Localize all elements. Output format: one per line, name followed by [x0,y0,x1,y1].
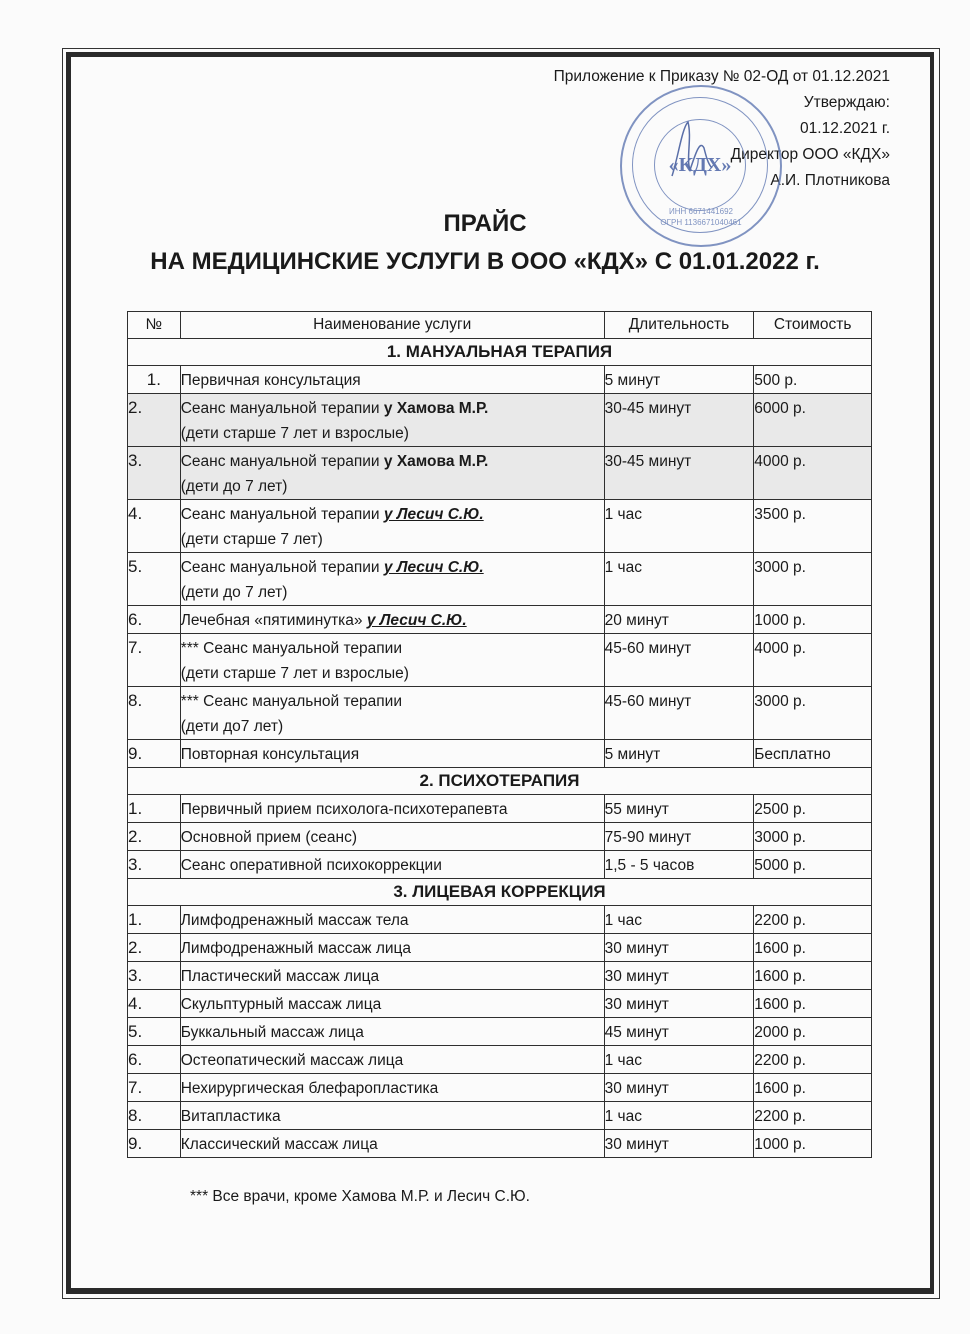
footnote: *** Все врачи, кроме Хамова М.Р. и Лесич С.Ю. [190,1188,530,1205]
table-row: 3. Пластический массаж лица 30 минут 1600 р. [128,962,872,990]
table-row: 2. Лимфодренажный массаж лица 30 минут 1600 р. [128,934,872,962]
doctor-name: у Хамова М.Р. [383,400,489,417]
table-row: 8. *** Сеанс мануальной терапии (дети до7 лет) 45-60 минут 3000 р. [128,687,872,740]
table-row: 7. Нехирургическая блефаропластика 30 минут 1600 р. [128,1074,872,1102]
col-price: Стоимость [754,312,872,339]
director-position: Директор ООО «КДХ» [730,146,890,163]
table-row: 5. Буккальный массаж лица 45 минут 2000 р. [128,1018,872,1046]
table-row: 8. Витапластика 1 час 2200 р. [128,1102,872,1130]
table-row: 1. Первичный прием психолога-психотерапевта 55 минут 2500 р. [128,795,872,823]
col-name: Наименование услуги [180,312,604,339]
table-row: 3. Сеанс мануальной терапии у Хамова М.Р. (дети до 7 лет) 30-45 минут 4000 р. [128,447,872,500]
doctor-name: у Лесич С.Ю. [366,612,467,629]
table-row: 4. Сеанс мануальной терапии у Лесич С.Ю. (дети старше 7 лет) 1 час 3500 р. [128,500,872,553]
doc-title: ПРАЙС [443,210,527,237]
price-table [127,311,872,1158]
appendix-line: Приложение к Приказу № 02-ОД от 01.12.2021 [553,68,890,85]
section-header: 3. ЛИЦЕВАЯ КОРРЕКЦИЯ [128,879,872,906]
doctor-name: у Лесич С.Ю. [383,506,484,523]
table-row: 9. Повторная консультация 5 минут Бесплатно [128,740,872,768]
table-row: 3. Сеанс оперативной психокоррекции 1,5 - 5 часов 5000 р. [128,851,872,879]
col-duration: Длительность [604,312,754,339]
table-row: 6. Лечебная «пятиминутка» у Лесич С.Ю. 20 минут 1000 р. [128,606,872,634]
doctor-name: у Лесич С.Ю. [383,559,484,576]
table-row: 9. Классический массаж лица 30 минут 1000 р. [128,1130,872,1158]
table-row: 4. Скульптурный массаж лица 30 минут 1600 р. [128,990,872,1018]
col-num: № [128,312,181,339]
stamp-center: «КДХ» [654,119,746,211]
director-name: А.И. Плотникова [770,172,890,189]
table-row: 5. Сеанс мануальной терапии у Лесич С.Ю. (дети до 7 лет) 1 час 3000 р. [128,553,872,606]
table-row: 7. *** Сеанс мануальной терапии (дети старше 7 лет и взрослые) 45-60 минут 4000 р. [128,634,872,687]
signature-icon [668,118,714,178]
table-row: 1. Лимфодренажный массаж тела 1 час 2200 р. [128,906,872,934]
table-row: 6. Остеопатический массаж лица 1 час 2200 р. [128,1046,872,1074]
doc-subtitle: НА МЕДИЦИНСКИЕ УСЛУГИ В ООО «КДХ» С 01.01.2022 г. [150,248,820,275]
approve-date: 01.12.2021 г. [800,120,890,137]
doctor-name: у Хамова М.Р. [383,453,489,470]
section-header: 1. МАНУАЛЬНАЯ ТЕРАПИЯ [128,339,872,366]
table-row: 2. Сеанс мануальной терапии у Хамова М.Р. (дети старше 7 лет и взрослые) 30-45 минут 6000 р. [128,394,872,447]
table-header [128,312,872,339]
table-row: 2. Основной прием (сеанс) 75-90 минут 3000 р. [128,823,872,851]
stamp-ogrn: ОГРН 1136671040461 [660,218,742,227]
section-header: 2. ПСИХОТЕРАПИЯ [128,768,872,795]
stamp-inn: ИНН 6671441692 [668,207,734,216]
approve-line: Утверждаю: [803,94,890,111]
table-row: 1. Первичная консультация 5 минут 500 р. [128,366,872,394]
